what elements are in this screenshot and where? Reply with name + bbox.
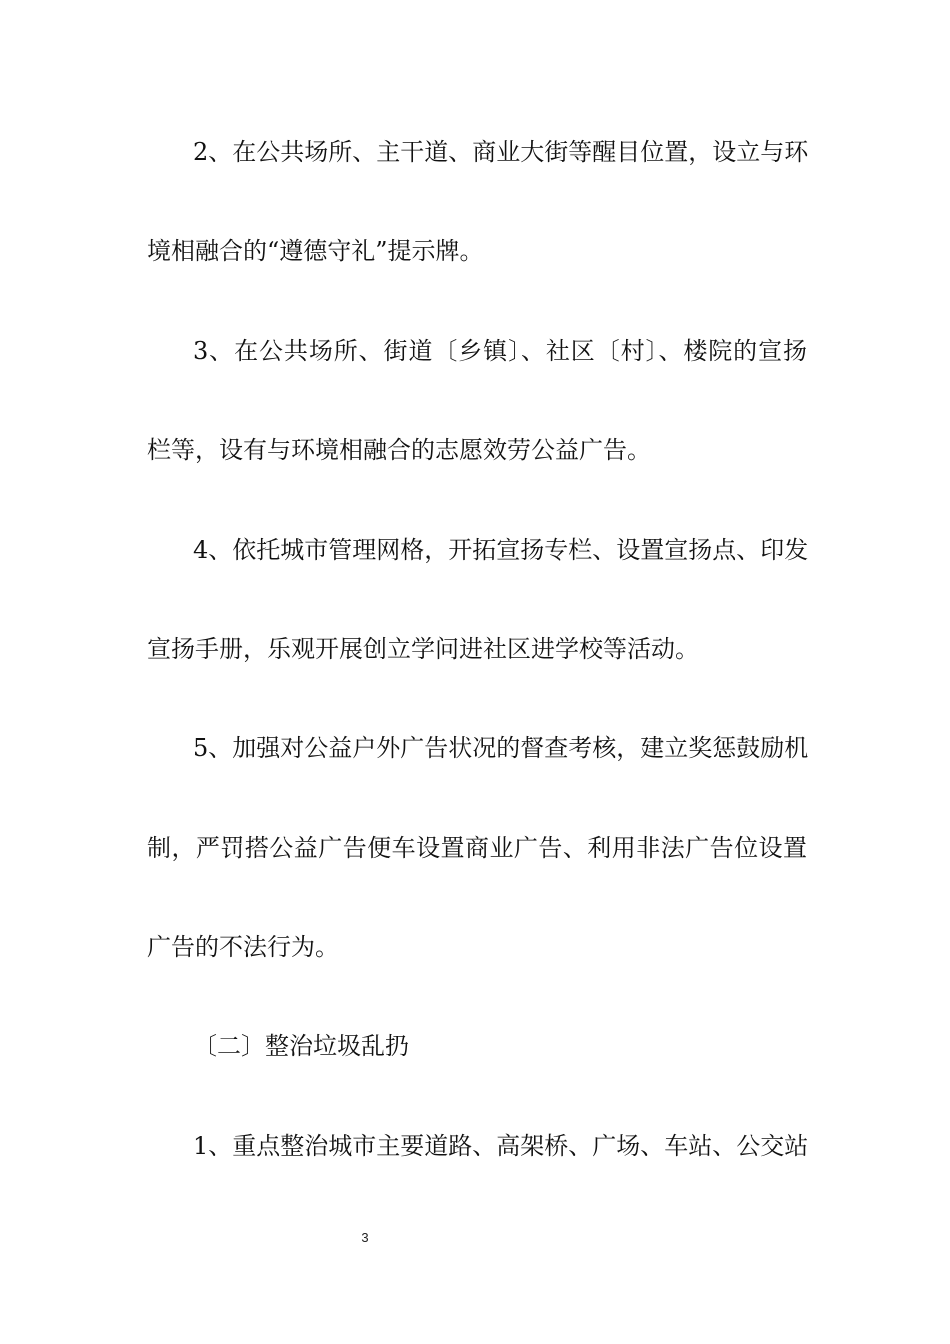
page-number: 3 (361, 1230, 369, 1245)
paragraph-item-5-line-3: 广告的不法行为。 (147, 933, 339, 961)
paragraph-item-3-line-2: 栏等，设有与环境相融合的志愿效劳公益广告。 (147, 436, 651, 464)
paragraph-item-5-line-1: 5、加强对公益户外广告状况的督查考核，建立奖惩鼓励机 (193, 734, 809, 762)
paragraph-item-3-line-1: 3、在公共场所、街道〔乡镇〕、社区〔村〕、楼院的宣扬 (193, 337, 807, 365)
paragraph-item-2-line-2: 境相融合的“遵德守礼”提示牌。 (147, 237, 484, 265)
paragraph-item-4-line-1: 4、依托城市管理网格，开拓宣扬专栏、设置宣扬点、印发 (193, 536, 809, 564)
paragraph-item-2-line-1: 2、在公共场所、主干道、商业大街等醒目位置，设立与环 (193, 138, 809, 166)
paragraph-item-1-line-1: 1、重点整治城市主要道路、高架桥、广场、车站、公交站 (193, 1132, 809, 1160)
paragraph-item-5-line-2: 制，严罚搭公益广告便车设置商业广告、利用非法广告位设置 (147, 834, 807, 862)
paragraph-item-4-line-2: 宣扬手册，乐观开展创立学问进社区进学校等活动。 (147, 635, 699, 663)
section-heading: 〔二〕整治垃圾乱扔 (193, 1032, 409, 1060)
